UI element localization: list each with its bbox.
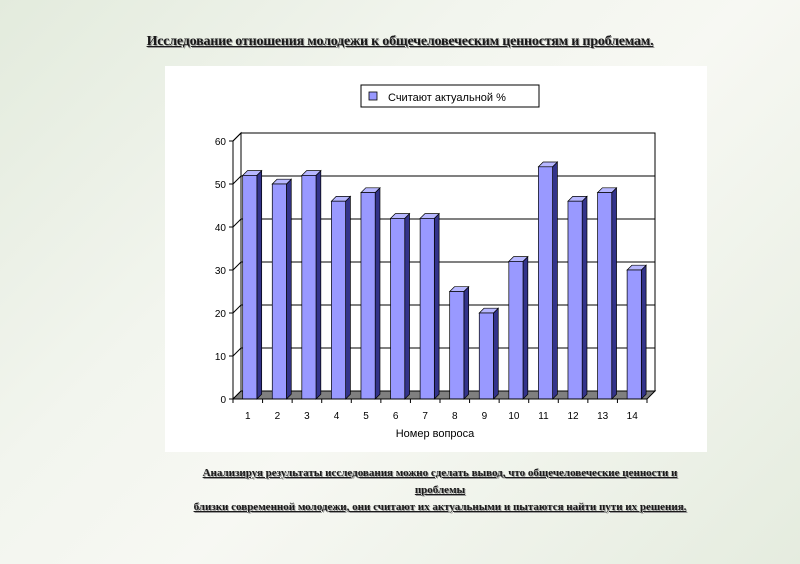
x-tick-label: 1 [245,411,251,422]
x-tick-label: 9 [481,411,488,422]
bar [479,313,493,399]
bar-side [405,214,410,399]
bar-side [286,179,291,399]
x-tick-label: 13 [597,411,609,422]
bar-side [464,287,469,399]
page-title: Исследование отношения молодежи к общечеловеческим ценностям и проблемам. [146,34,654,49]
bar-side [346,196,351,399]
bar-side [612,188,617,399]
bar [243,175,257,399]
bar [302,175,316,399]
x-tick-label: 3 [304,411,310,422]
bar [598,193,612,399]
x-tick-label: 10 [508,411,520,422]
conclusion-line-2: близки современной молодежи, они считают их актуальными и пытаются найти пути их решения. [193,501,687,513]
bar-side [375,188,380,399]
bar-side [493,308,498,399]
bar [361,193,375,399]
y-tick-label: 0 [220,395,226,406]
bar [420,218,434,399]
x-tick-label: 2 [274,411,281,422]
x-tick-label: 8 [452,411,458,422]
x-tick-label: 7 [422,411,428,422]
bar-side [316,171,321,399]
x-tick-label: 4 [333,411,340,422]
plot-area [215,133,655,422]
y-tick-label: 40 [214,223,226,234]
bar [450,292,464,400]
chart-panel [165,66,707,452]
bar [627,270,641,399]
y-tick-label: 30 [214,266,226,277]
bar [391,218,405,399]
legend-swatch [369,92,377,100]
x-axis-title: Номер вопроса [395,428,475,440]
bar [568,201,582,399]
bar-side [641,265,646,399]
bar [331,201,345,399]
chart-floor [233,391,655,399]
bar-side [434,214,439,399]
bar [272,184,286,399]
x-tick-label: 12 [567,411,579,422]
conclusion-line-1: Анализируя результаты исследования можно сделать вывод, что общечеловеческие ценности и проблемы [202,467,678,496]
chart-legend [361,85,539,107]
y-tick-label: 60 [214,137,226,148]
x-tick-label: 6 [392,411,399,422]
bar-side [523,257,528,399]
y-tick-label: 20 [214,309,226,320]
bar-side [257,171,262,399]
bar-chart [165,66,707,452]
conclusion-text [180,465,700,516]
x-tick-label: 5 [363,411,369,422]
bar [538,167,552,399]
x-tick-label: 14 [626,411,638,422]
bar [509,261,523,399]
bar-side [582,196,587,399]
x-tick-label: 11 [538,411,549,422]
legend-label: Считают актуальной % [388,92,506,104]
bar-side [553,162,558,399]
y-tick-label: 50 [214,180,226,191]
y-tick-label: 10 [214,352,226,363]
